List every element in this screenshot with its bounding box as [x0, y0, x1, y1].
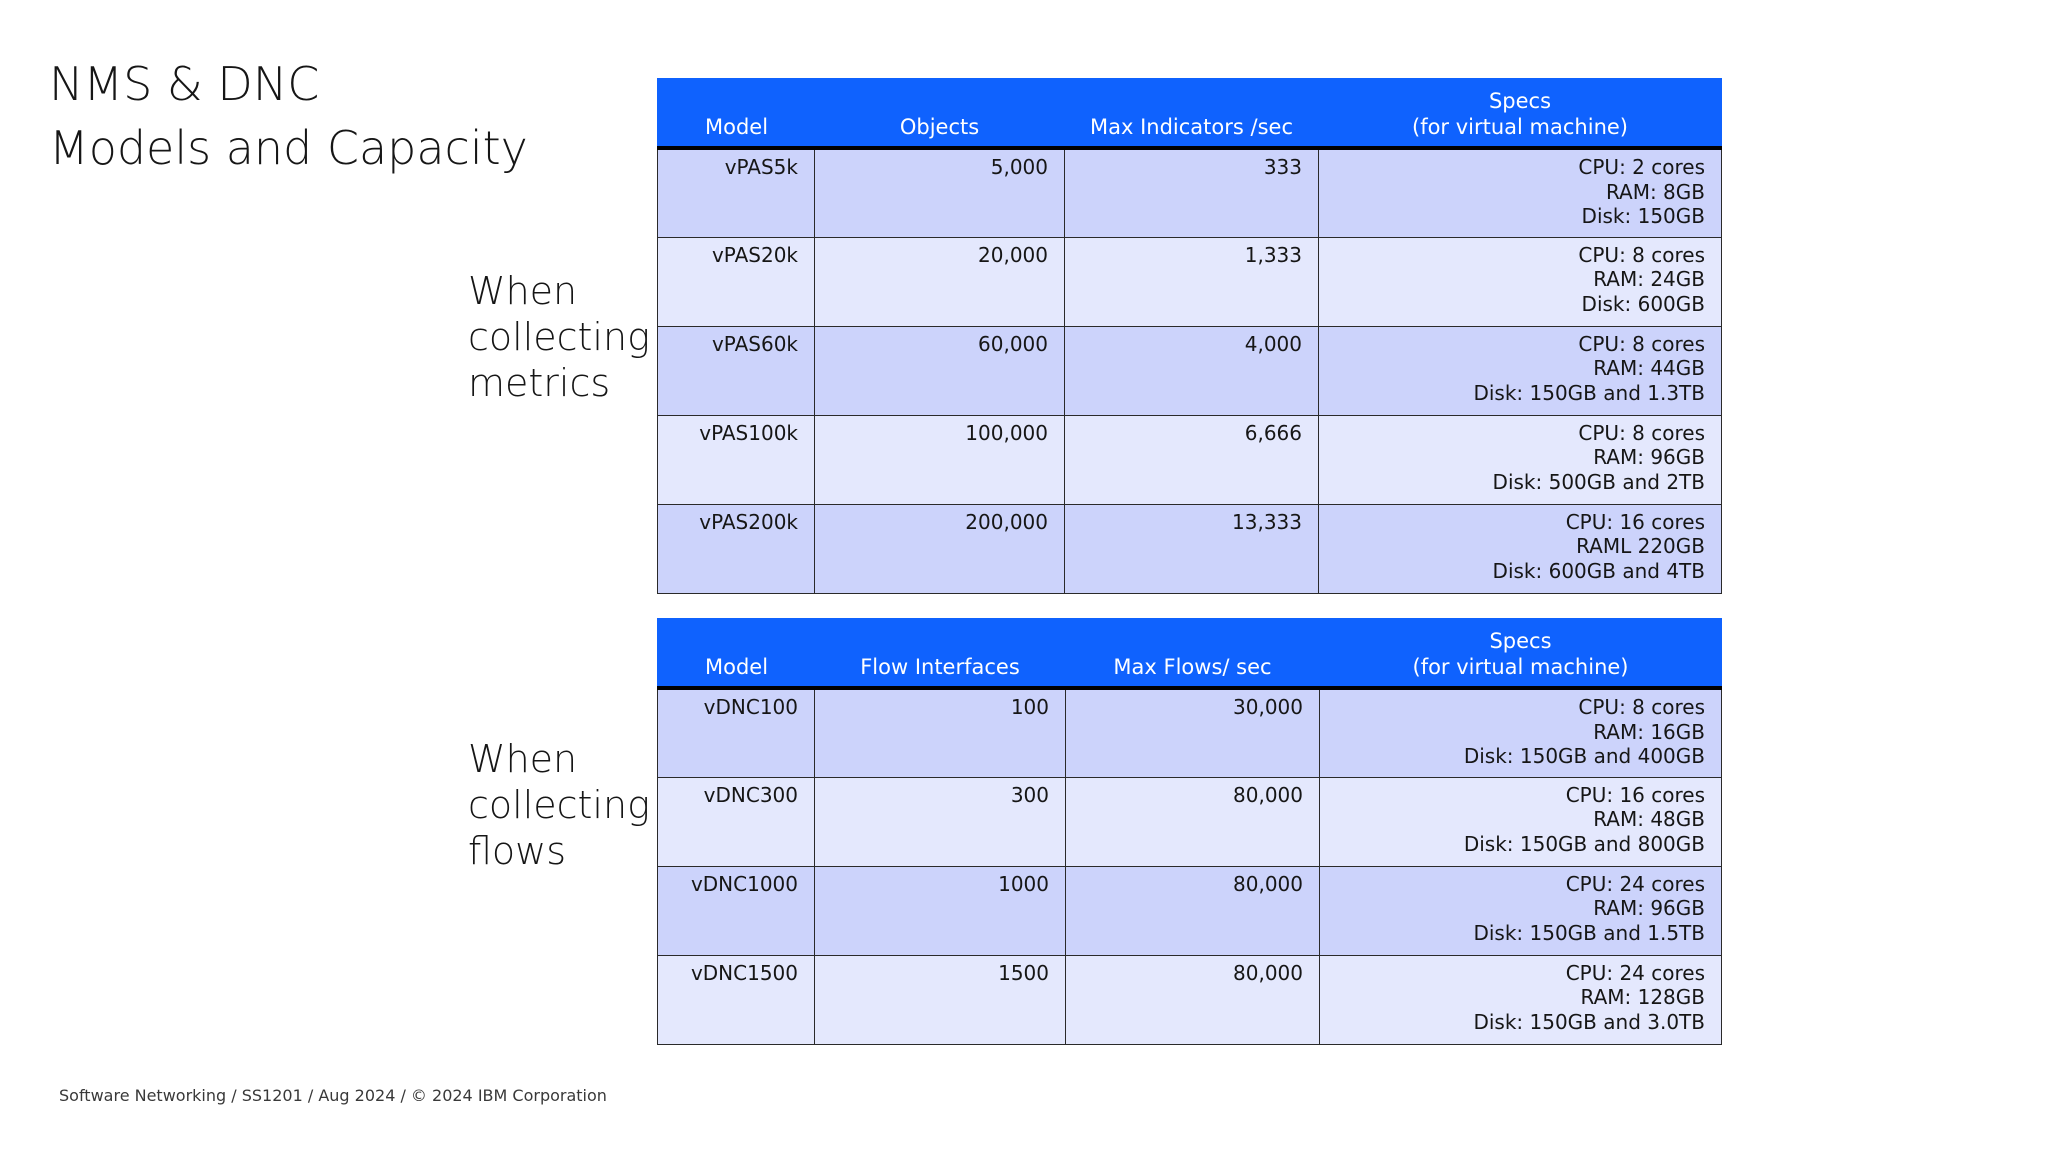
spec-line: Disk: 150GB and 400GB [1463, 744, 1705, 768]
spec-line: RAM: 44GB [1593, 356, 1705, 380]
specs-cell [1319, 148, 1722, 237]
spec-line: RAM: 24GB [1593, 267, 1705, 291]
model-cell: vDNC1500 [658, 955, 815, 1044]
model-cell: vDNC300 [658, 777, 815, 866]
label-line: When [468, 269, 578, 313]
objects-cell: 200,000 [815, 504, 1065, 593]
table-row [658, 688, 1722, 777]
spec-line: Disk: 150GB and 800GB [1463, 831, 1705, 856]
specs-header-line: (for virtual machine) [1412, 655, 1629, 679]
spec-line: Disk: 150GB [1581, 204, 1705, 228]
specs-cell [1319, 415, 1722, 504]
spec-line: RAML 220GB [1576, 534, 1705, 558]
spec-line: CPU: 8 cores [1578, 420, 1705, 445]
spec-line: Disk: 500GB and 2TB [1492, 469, 1705, 494]
title-line: NMS & DNC [49, 57, 320, 111]
specs-header-line: (for virtual machine) [1412, 115, 1628, 139]
flow-interfaces-cell: 300 [815, 777, 1066, 866]
specs-cell [1320, 777, 1722, 866]
column-header-specs [1319, 78, 1722, 148]
label-line: metrics [468, 361, 611, 405]
spec-line: Disk: 150GB and 3.0TB [1473, 1009, 1705, 1034]
table-row [658, 148, 1722, 237]
model-cell: vDNC100 [658, 688, 815, 777]
label-line: collecting [468, 783, 650, 827]
label-line: When [468, 737, 578, 781]
specs-cell [1320, 955, 1722, 1044]
spec-line: RAM: 128GB [1580, 985, 1705, 1009]
max-flows-cell: 30,000 [1066, 688, 1320, 777]
footer-copyright: Software Networking / SS1201 / Aug 2024 / © 2024 IBM Corporation [59, 1086, 607, 1105]
max-flows-cell: 80,000 [1066, 866, 1320, 955]
table-row [658, 955, 1722, 1044]
table-row [658, 415, 1722, 504]
objects-cell: 100,000 [815, 415, 1065, 504]
objects-cell: 20,000 [815, 237, 1065, 326]
spec-line: CPU: 16 cores [1565, 509, 1705, 534]
flows-section-label [468, 736, 650, 874]
spec-line: Disk: 150GB and 1.5TB [1473, 920, 1705, 945]
max-indicators-cell: 6,666 [1065, 415, 1319, 504]
table-row [658, 777, 1722, 866]
column-header-model: Model [658, 78, 815, 148]
spec-line: RAM: 16GB [1593, 719, 1705, 744]
table-header-row [658, 618, 1722, 688]
spec-line: CPU: 16 cores [1565, 782, 1705, 807]
column-header-max-flows: Max Flows/ sec [1066, 618, 1320, 688]
spec-line: RAM: 96GB [1593, 896, 1705, 920]
column-header-flow-interfaces: Flow Interfaces [815, 618, 1066, 688]
max-indicators-cell: 13,333 [1065, 504, 1319, 593]
title-line: Models and Capacity [49, 121, 528, 175]
table-header-row [658, 78, 1722, 148]
spec-line: RAM: 96GB [1593, 445, 1705, 469]
spec-line: CPU: 24 cores [1565, 871, 1705, 896]
spec-line: CPU: 8 cores [1578, 695, 1705, 719]
flow-interfaces-cell: 1000 [815, 866, 1066, 955]
metrics-capacity-table [657, 78, 1722, 594]
spec-line: CPU: 2 cores [1578, 155, 1705, 179]
specs-cell [1320, 688, 1722, 777]
spec-line: RAM: 8GB [1605, 179, 1705, 204]
label-line: flows [468, 829, 567, 873]
spec-line: CPU: 24 cores [1565, 960, 1705, 985]
specs-cell [1319, 326, 1722, 415]
column-header-specs [1320, 618, 1722, 688]
model-cell: vPAS5k [658, 148, 815, 237]
metrics-section-label [468, 268, 650, 406]
model-cell: vPAS20k [658, 237, 815, 326]
table-row [658, 326, 1722, 415]
column-header-model: Model [658, 618, 815, 688]
model-cell: vPAS200k [658, 504, 815, 593]
table-row [658, 866, 1722, 955]
max-flows-cell: 80,000 [1066, 777, 1320, 866]
spec-line: Disk: 600GB [1581, 291, 1705, 316]
specs-cell [1319, 237, 1722, 326]
label-line: collecting [468, 315, 650, 359]
flow-interfaces-cell: 1500 [815, 955, 1066, 1044]
model-cell: vPAS60k [658, 326, 815, 415]
column-header-max-indicators: Max Indicators /sec [1065, 78, 1319, 148]
flows-capacity-table [657, 618, 1722, 1045]
model-cell: vPAS100k [658, 415, 815, 504]
column-header-objects: Objects [815, 78, 1065, 148]
spec-line: Disk: 600GB and 4TB [1492, 558, 1705, 583]
max-indicators-cell: 1,333 [1065, 237, 1319, 326]
table-row [658, 237, 1722, 326]
flow-interfaces-cell: 100 [815, 688, 1066, 777]
specs-header-line: Specs [1489, 629, 1552, 653]
spec-line: RAM: 48GB [1593, 807, 1705, 831]
specs-header-line: Specs [1488, 89, 1552, 113]
page-title [49, 52, 528, 180]
spec-line: Disk: 150GB and 1.3TB [1473, 380, 1705, 405]
spec-line: CPU: 8 cores [1578, 331, 1705, 356]
specs-cell [1320, 866, 1722, 955]
objects-cell: 60,000 [815, 326, 1065, 415]
spec-line: CPU: 8 cores [1578, 242, 1705, 267]
table-row [658, 504, 1722, 593]
specs-cell [1319, 504, 1722, 593]
max-indicators-cell: 4,000 [1065, 326, 1319, 415]
max-indicators-cell: 333 [1065, 148, 1319, 237]
max-flows-cell: 80,000 [1066, 955, 1320, 1044]
model-cell: vDNC1000 [658, 866, 815, 955]
objects-cell: 5,000 [815, 148, 1065, 237]
